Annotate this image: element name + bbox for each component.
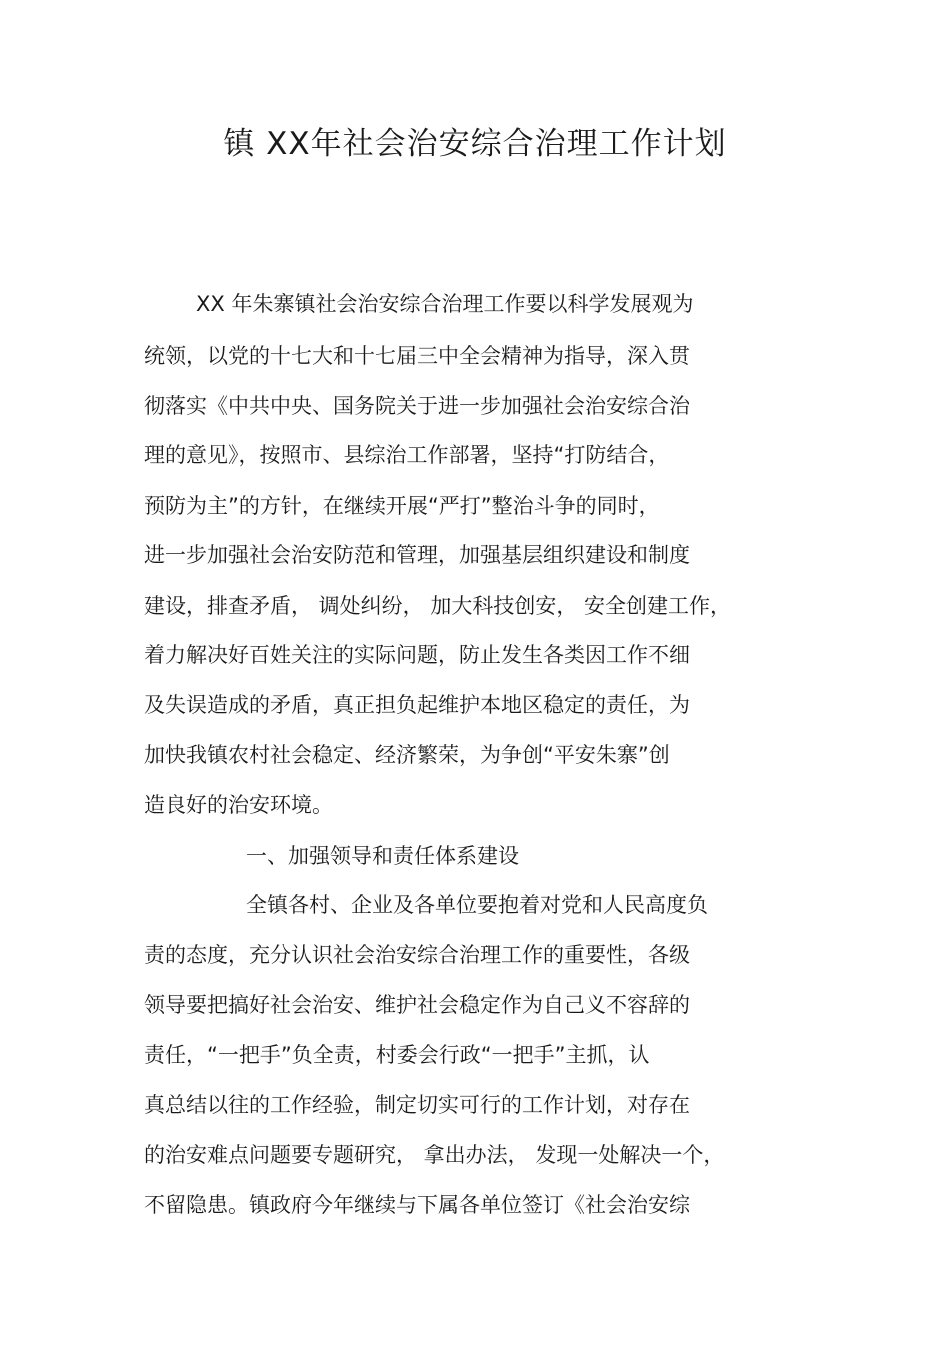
paragraph-line: 责任，“一把手”负全责，村委会行政“一把手”主抓，认: [144, 1043, 650, 1067]
paragraph-line: XX 年朱寨镇社会治安综合治理工作要以科学发展观为: [196, 292, 694, 316]
paragraph-line: 理的意见》，按照市、县综治工作部署，坚持“打防结合，: [144, 443, 670, 467]
paragraph-line: 预防为主”的方针，在继续开展“严打”整治斗争的同时，: [144, 494, 660, 518]
document-title: 镇 XX年社会治安综合治理工作计划: [223, 126, 727, 162]
paragraph-line: 及失误造成的矛盾，真正担负起维护本地区稳定的责任，为: [144, 693, 690, 717]
paragraph-line: 建设，排查矛盾， 调处纠纷， 加大科技创安， 安全创建工作，: [144, 594, 732, 618]
paragraph-line: 进一步加强社会治安防范和管理，加强基层组织建设和制度: [144, 543, 690, 567]
paragraph-line: 全镇各村、企业及各单位要抱着对党和人民高度负: [246, 893, 708, 917]
paragraph-line: 着力解决好百姓关注的实际问题，防止发生各类因工作不细: [144, 643, 690, 667]
paragraph-line: 的治安难点问题要专题研究， 拿出办法， 发现一处解决一个，: [144, 1143, 725, 1167]
paragraph-line: 统领，以党的十七大和十七届三中全会精神为指导，深入贯: [144, 344, 690, 368]
paragraph-line: 领导要把搞好社会治安、维护社会稳定作为自己义不容辞的: [144, 993, 690, 1017]
paragraph-line: 彻落实《中共中央、国务院关于进一步加强社会治安综合治: [144, 394, 690, 418]
paragraph-line: 真总结以往的工作经验，制定切实可行的工作计划，对存在: [144, 1093, 690, 1117]
paragraph-line: 责的态度，充分认识社会治安综合治理工作的重要性，各级: [144, 943, 690, 967]
paragraph-line: 加快我镇农村社会稳定、经济繁荣，为争创“平安朱寨”创: [144, 743, 670, 767]
section-heading: 一、加强领导和责任体系建设: [246, 844, 519, 868]
paragraph-line: 造良好的治安环境。: [144, 793, 333, 817]
paragraph-line: 不留隐患。镇政府今年继续与下属各单位签订《社会治安综: [144, 1193, 690, 1217]
